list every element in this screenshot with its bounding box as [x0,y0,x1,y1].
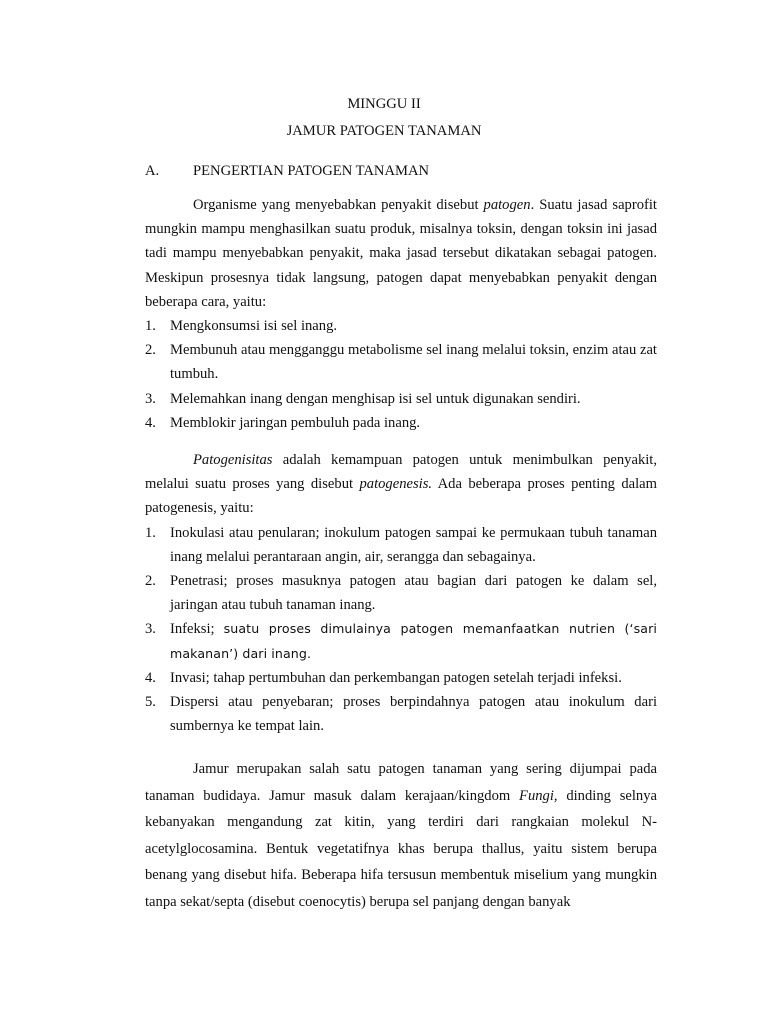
list-text: Memblokir jaringan pembuluh pada inang. [170,414,421,431]
list-item [145,521,657,569]
para1-text-start: Organisme yang menyebabkan penyakit disebut [193,197,484,213]
list-item [145,314,657,338]
section-letter: A. [145,163,160,179]
list-number: 2. [145,342,156,359]
fungi-block [145,756,657,916]
list-text: Melemahkan inang dengan menghisap isi sel untuk digunakan sendiri. [170,390,581,407]
section-heading [145,163,665,180]
list-text: Dispersi atau penyebaran; proses berpindahnya patogen atau inokulum dari sumbernya ke tempat lain. [170,694,657,735]
list-text: Penetrasi; proses masuknya patogen atau bagian dari patogen ke dalam sel, jaringan atau tubuh tanaman inang. [170,573,657,614]
para2-text-end: Ada beberapa proses penting dalam patogenesis, yaitu: [145,476,657,517]
list-number: 1. [145,524,156,541]
para3-italic-term: Fungi [519,787,554,804]
list-item [145,690,657,738]
list-item [145,617,657,665]
pathogenesis-process-list [145,521,657,739]
list-text-lead: Infeksi; [170,621,224,638]
list-item [145,387,657,411]
disease-causes-list [145,314,657,435]
list-number: 4. [145,669,156,686]
pathogenicity-block [145,448,657,738]
list-number: 3. [145,621,156,638]
list-item [145,666,657,690]
list-text: Inokulasi atau penularan; inokulum patogen sampai ke permukaan tubuh tanaman inang melalui perantaraan angin, air, serangga dan sebagainya. [170,524,657,565]
para2-text-mid: adalah kemampuan patogen untuk menimbulkan penyakit, melalui suatu proses yang disebut [145,452,657,493]
list-text: Mengkonsumsi isi sel inang. [170,318,338,335]
para2-italic-term1: Patogenisitas [193,452,273,468]
list-number: 4. [145,414,156,431]
list-text: Invasi; tahap pertumbuhan dan perkembangan patogen setelah terjadi infeksi. [170,669,622,686]
section-title: PENGERTIAN PATOGEN TANAMAN [193,163,430,179]
list-item [145,569,657,617]
list-number: 5. [145,694,156,711]
para3-text-end: , dinding selnya kebanyakan mengandung zat kitin, yang terdiri dari rangkaian molekul N-acetylglocosamina. Bentuk vegetatifnya khas berupa thallus, yaitu sistem berupa benang yang disebut hifa. Beberapa hifa tersusun membentuk miselium yang mungkin tanpa sekat/septa (disebut coenocytis) berupa sel panjang dengan banyak [145,787,657,910]
para3-text-start: Jamur merupakan salah satu patogen tanaman yang sering dijumpai pada tanaman budidaya. Jamur masuk dalam kerajaan/kingdom [145,761,657,804]
list-text: Membunuh atau mengganggu metabolisme sel inang melalui toksin, enzim atau zat tumbuh. [170,342,657,383]
list-text: suatu proses dimulainya patogen memanfaatkan nutrien (‘sari makanan’) dari inang. [170,621,657,661]
list-item [145,411,657,435]
list-number: 1. [145,318,156,335]
list-item [145,338,657,386]
pathogen-definition-block [145,193,657,435]
paragraph-fungi [145,756,657,916]
paragraph-pathogen-definition [145,193,657,314]
week-heading: MINGGU II [347,96,421,112]
list-number: 2. [145,573,156,590]
chapter-title: JAMUR PATOGEN TANAMAN [286,123,482,139]
list-number: 3. [145,390,156,407]
paragraph-pathogenicity [145,448,657,521]
para1-italic-term: patogen [483,197,531,213]
para1-text-end: . Suatu jasad saprofit mungkin mampu menghasilkan suatu produk, misalnya toksin, dengan toksin ini jasad tadi mampu menyebabkan penyakit, maka jasad tersebut dikatakan sebagai patogen. Meskipun prosesnya tidak langsung, patogen dapat menyebabkan penyakit dengan beberapa cara, yaitu: [145,197,657,310]
para2-italic-term2: patogenesis. [359,476,433,493]
